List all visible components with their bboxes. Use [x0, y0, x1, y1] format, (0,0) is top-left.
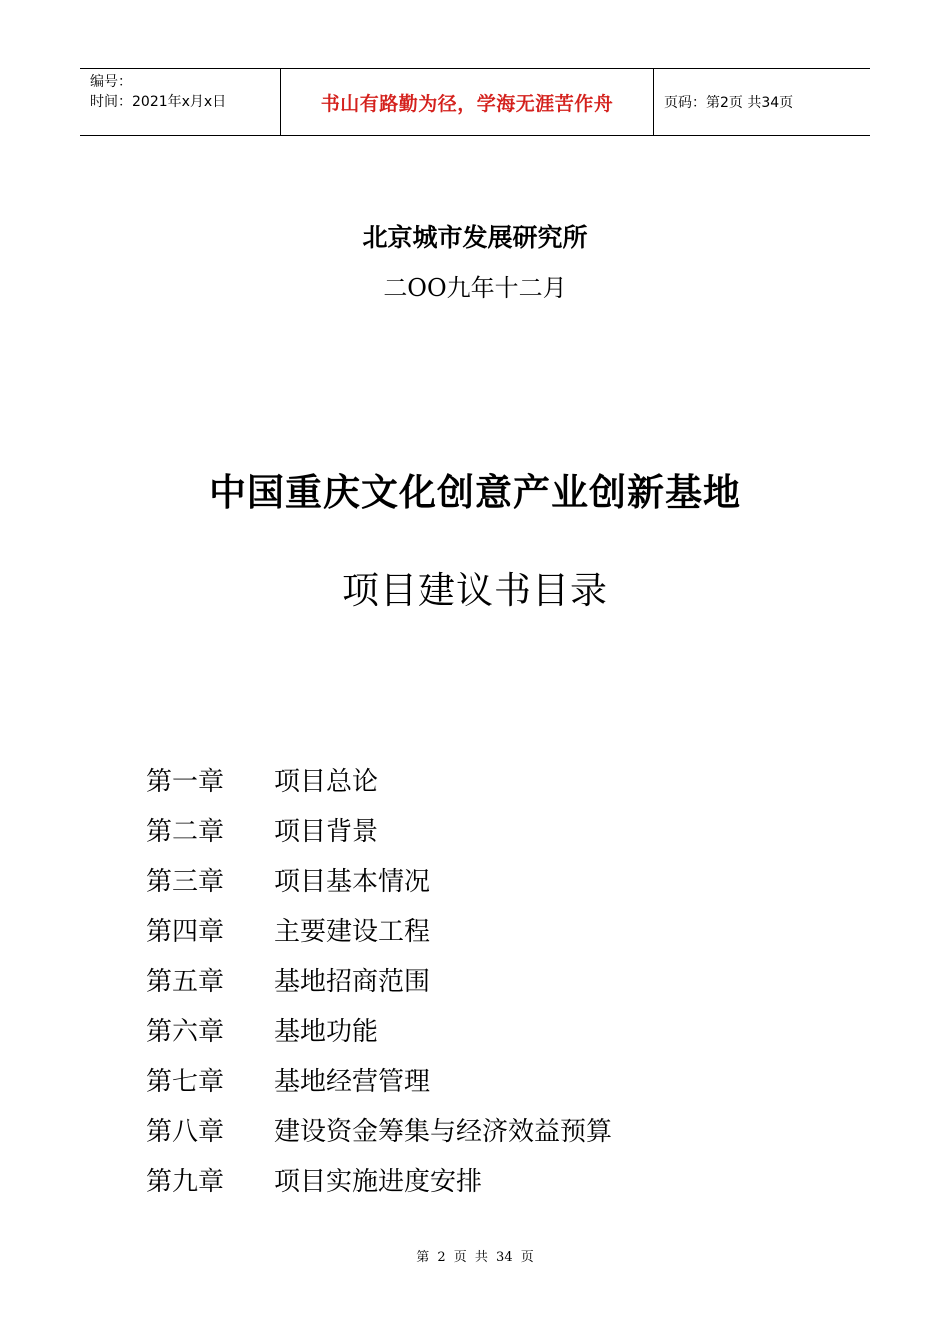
toc-title: 主要建设工程 [274, 917, 431, 947]
toc-title: 项目总论 [274, 767, 379, 797]
toc-chapter: 第四章 [146, 917, 225, 947]
toc-chapter: 第三章 [146, 867, 225, 897]
header-page-info: 页码：第2页 共34页 [664, 95, 794, 111]
toc-item [146, 1162, 612, 1212]
toc-item [146, 862, 612, 912]
toc-title: 项目背景 [274, 817, 379, 847]
organization-name: 北京城市发展研究所 [362, 223, 588, 252]
toc-item [146, 762, 612, 812]
toc-title: 基地功能 [274, 1017, 379, 1047]
page-header [80, 68, 870, 136]
toc-chapter: 第五章 [146, 967, 225, 997]
toc-chapter: 第九章 [146, 1167, 225, 1197]
toc-title: 基地经营管理 [274, 1067, 431, 1097]
document-title: 中国重庆文化创意产业创新基地 [209, 471, 741, 514]
header-motto: 书山有路勤为径，学海无涯苦作舟 [281, 69, 654, 135]
document-subtitle: 项目建议书目录 [342, 569, 608, 612]
toc-item [146, 1112, 612, 1162]
toc-item [146, 1062, 612, 1112]
page-footer: 第 2 页 共 34 页 [416, 1250, 534, 1265]
toc-chapter: 第二章 [146, 817, 225, 847]
toc-item [146, 812, 612, 862]
toc-item [146, 912, 612, 962]
toc-title: 项目基本情况 [274, 867, 431, 897]
toc-chapter: 第六章 [146, 1017, 225, 1047]
toc-chapter: 第八章 [146, 1117, 225, 1147]
toc-item [146, 1012, 612, 1062]
toc-title: 建设资金筹集与经济效益预算 [274, 1117, 613, 1147]
toc-title: 项目实施进度安排 [274, 1167, 483, 1197]
document-date: 二OO九年十二月 [383, 274, 567, 302]
header-meta [80, 69, 281, 135]
toc-item [146, 962, 612, 1012]
time-label: 时间：2021年x月x日 [90, 94, 227, 110]
toc-title: 基地招商范围 [274, 967, 431, 997]
toc-chapter: 第一章 [146, 767, 225, 797]
toc-chapter: 第七章 [146, 1067, 225, 1097]
table-of-contents [146, 762, 612, 1212]
number-label: 编号： [90, 74, 132, 90]
